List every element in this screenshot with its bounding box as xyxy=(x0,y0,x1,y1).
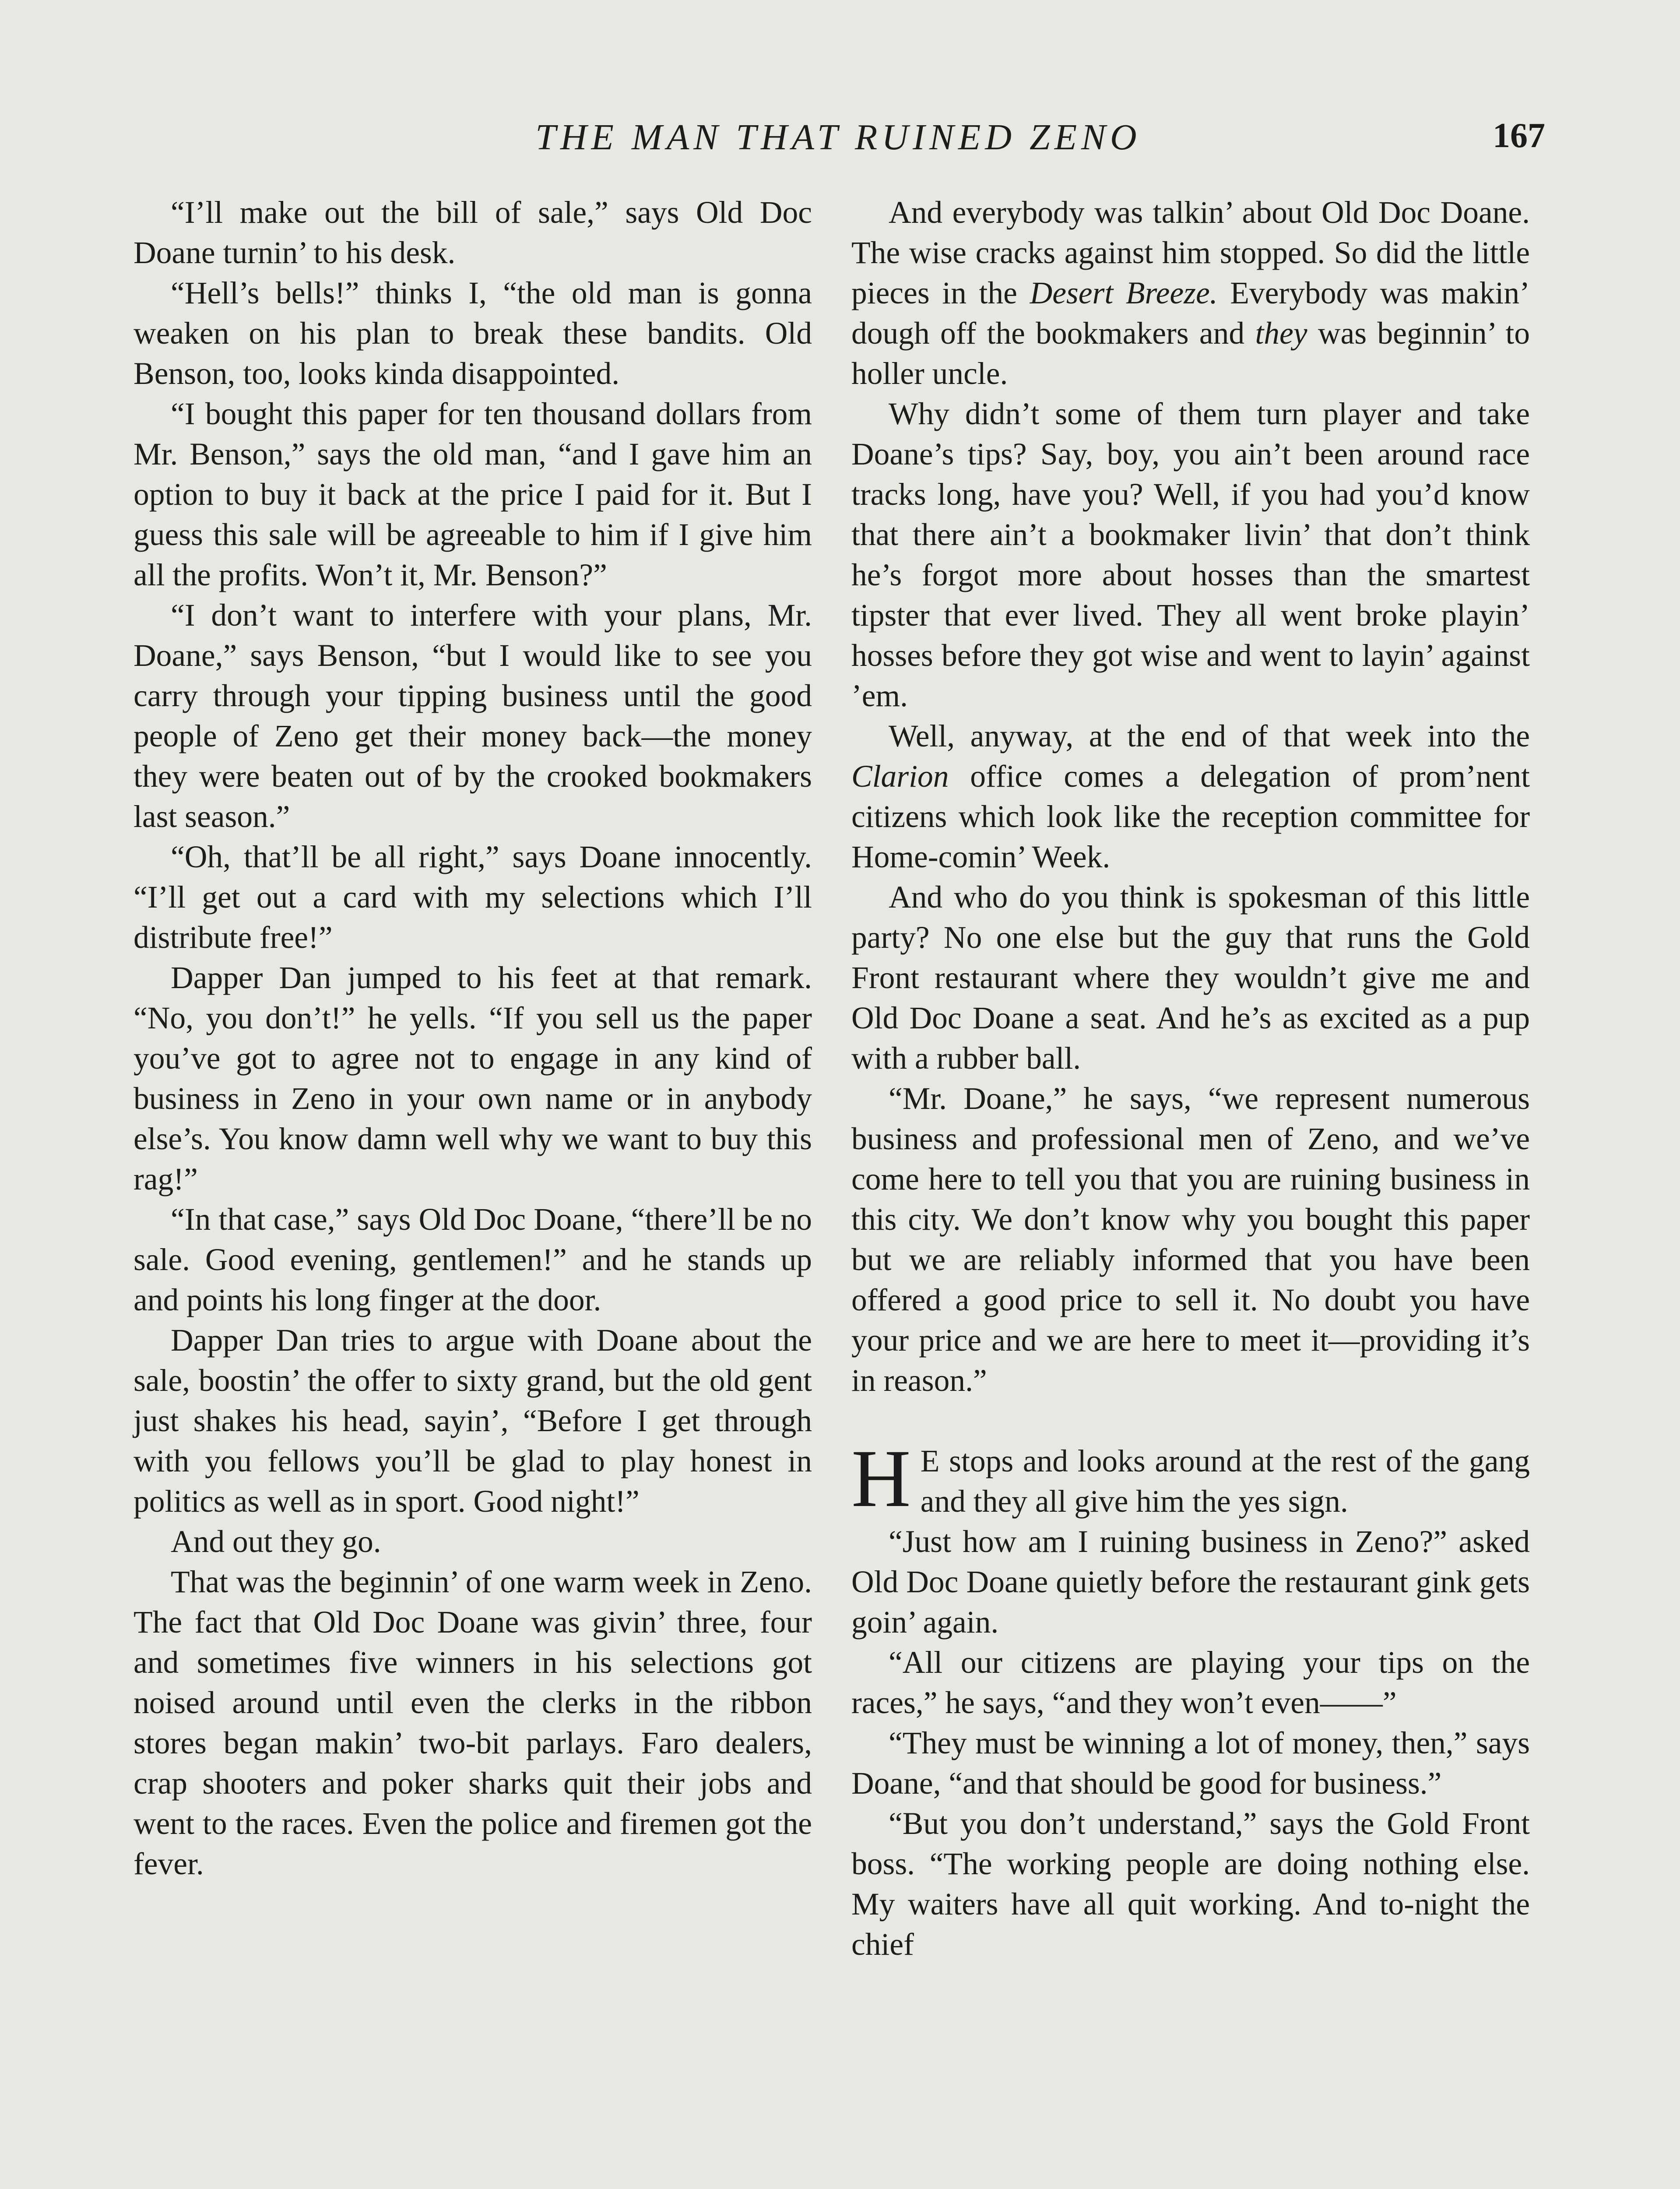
paragraph: “I’ll make out the bill of sale,” says Old Doc Doane turnin’ to his desk. xyxy=(134,195,812,270)
drop-cap: H xyxy=(851,1432,911,1524)
page-header xyxy=(131,116,1545,169)
section-opening-paragraph xyxy=(851,1432,1530,1524)
paragraph: And who do you think is spokesman of this little party? No one else but the guy that runs the Gold Front restaurant where they wouldn’t give me and Old Doc Doane a seat. And he’s as excited as a pup with a rubber ball. xyxy=(851,880,1530,1076)
page-number: 167 xyxy=(1493,116,1545,155)
paragraph: Dapper Dan jumped to his feet at that remark. “No, you don’t!” he yells. “If you sell us the paper you’ve got to agree not to engage in any kind of business in Zeno in your own name or in anybody else’s. You know damn well why we want to buy this rag!” xyxy=(134,961,812,1197)
paragraph: “Mr. Doane,” he says, “we represent numerous business and professional men of Zeno, and we’ve come here to tell you that you are ruining business in this city. We don’t know why you bought this paper but we are reliably informed that you have been offered a good price to sell it. No doubt you have your price and we are here to meet it—providing it’s in reason.” xyxy=(851,1081,1530,1398)
text-run: Everybody was makin’ dough off the bookmakers and xyxy=(851,276,1530,351)
emphasis: they xyxy=(1255,316,1307,351)
paragraph: Dapper Dan tries to argue with Doane about the sale, boostin’ the offer to sixty grand, but the old gent just shakes his head, sayin’, “Before I get through with you fellows you’ll be glad to play honest in politics as well as in sport. Good night!” xyxy=(134,1323,812,1519)
paragraph: “Hell’s bells!” thinks I, “the old man is gonna weaken on his plan to break these bandits. Old Benson, too, looks kinda disappointed. xyxy=(134,276,812,391)
paragraph: And out they go. xyxy=(171,1524,381,1559)
text-run: E stops and looks around at the rest of the gang and they all give him the yes sign. xyxy=(920,1444,1530,1519)
paragraph: “They must be winning a lot of money, then,” says Doane, “and that should be good for business.” xyxy=(851,1726,1530,1801)
paragraph: Why didn’t some of them turn player and take Doane’s tips? Say, boy, you ain’t been around race tracks long, have you? Well, if you had you’d know that there ain’t a bookmaker livin’ that don’t think he’s forgot more about hosses than the smartest tipster that ever lived. They all went broke playin’ hosses before they got wise and went to layin’ against ’em. xyxy=(851,397,1530,713)
text-run: office comes a delegation of prom’nent citizens which look like the reception committee for Home-comin’ Week. xyxy=(851,759,1530,874)
newspaper-name: Desert Breeze. xyxy=(1030,276,1218,310)
text-run: was beginnin’ to holler uncle. xyxy=(851,316,1530,391)
paragraph: That was the beginnin’ of one warm week in Zeno. The fact that Old Doc Doane was givin’ three, four and sometimes five winners in his selections got noised around until even the clerks in the ribbon stores began makin’ two-bit parlays. Faro dealers, crap shooters and poker sharks quit their jobs and went to the races. Even the police and firemen got the fever. xyxy=(134,1565,812,1881)
paragraph: “Just how am I ruining business in Zeno?” asked Old Doc Doane quietly before the restaurant gink gets goin’ again. xyxy=(851,1524,1530,1640)
paragraph: “Oh, that’ll be all right,” says Doane innocently. “I’ll get out a card with my selections which I’ll distribute free!” xyxy=(134,840,812,955)
paragraph: “But you don’t understand,” says the Gold Front boss. “The working people are doing nothing else. My waiters have all quit working. And to-night the chief xyxy=(851,1806,1530,1962)
paragraph: “In that case,” says Old Doc Doane, “there’ll be no sale. Good evening, gentlemen!” and he stands up and points his long finger at the door. xyxy=(134,1202,812,1317)
right-column xyxy=(851,193,1530,1965)
text-run: Well, anyway, at the end of that week into the xyxy=(889,719,1530,753)
text-run: And everybody was talkin’ about Old Doc Doane. The wise cracks against him stopped. So did the little pieces in the xyxy=(851,195,1530,310)
paragraph xyxy=(851,193,1530,394)
paragraph: “All our citizens are playing your tips on the races,” he says, “and they won’t even——” xyxy=(851,1645,1530,1720)
paragraph xyxy=(851,716,1530,877)
left-column xyxy=(134,193,812,1884)
newspaper-name: Clarion xyxy=(851,759,949,794)
paragraph: “I don’t want to interfere with your plans, Mr. Doane,” says Benson, “but I would like to see you carry through your tipping business until the good people of Zeno get their money back—the money they were beaten out of by the crooked bookmakers last season.” xyxy=(134,598,812,834)
paragraph: “I bought this paper for ten thousand dollars from Mr. Benson,” says the old man, “and I gave him an option to buy it back at the price I paid for it. But I guess this sale will be agreeable to him if I give him all the profits. Won’t it, Mr. Benson?” xyxy=(134,397,812,592)
running-title: THE MAN THAT RUINED ZENO xyxy=(535,117,1141,158)
